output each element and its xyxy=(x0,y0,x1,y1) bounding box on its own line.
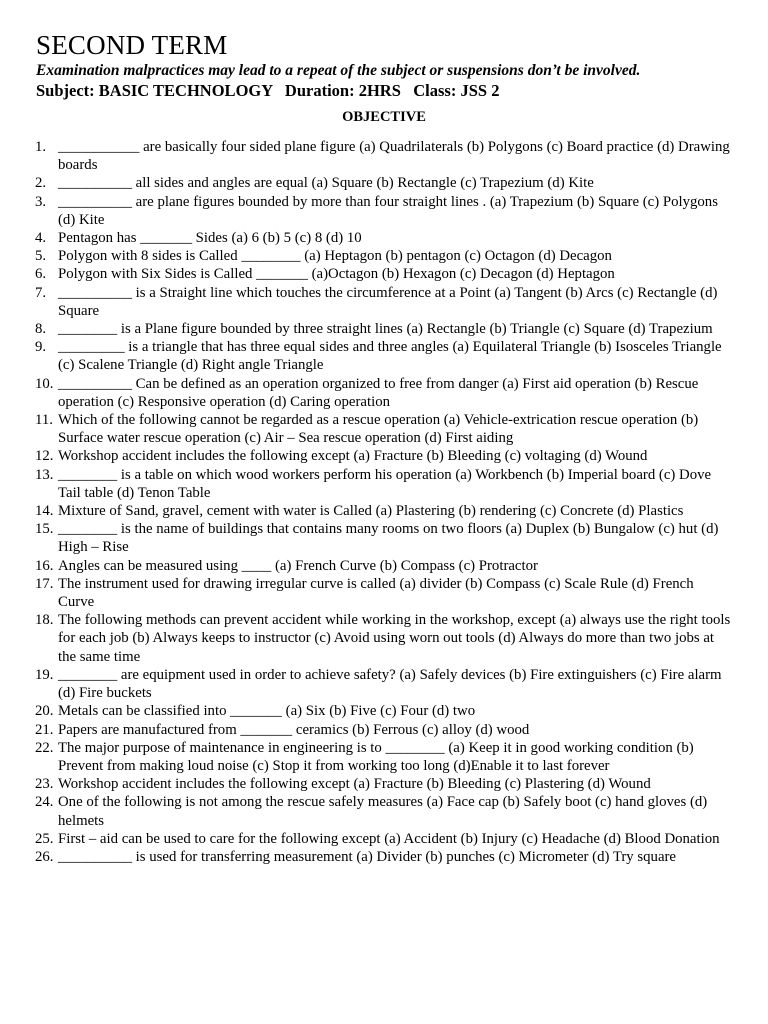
question-number: 4. xyxy=(35,230,47,247)
question-number: 2. xyxy=(35,175,47,192)
question-item xyxy=(36,775,732,793)
question-text: Workshop accident includes the following except (a) Fracture (b) Bleeding (c) Plastering (d) Wound xyxy=(58,776,651,793)
question-text: Metals can be classified into _______ (a) Six (b) Five (c) Four (d) two xyxy=(58,703,476,720)
question-item xyxy=(36,721,732,739)
question-item xyxy=(36,502,732,520)
question-text: Pentagon has _______ Sides (a) 6 (b) 5 (c) 8 (d) 10 xyxy=(58,230,362,247)
question-text: ________ are equipment used in order to achieve safety? (a) Safely devices (b) Fire extinguishers (c) Fire alarm (d) Fire buckets xyxy=(58,666,722,702)
question-text: __________ all sides and angles are equal (a) Square (b) Rectangle (c) Trapezium (d) Kite xyxy=(58,175,594,192)
question-number: 10. xyxy=(35,375,54,392)
question-text: Polygon with 8 sides is Called ________ (a) Heptagon (b) pentagon (c) Octagon (d) Decagon xyxy=(58,248,612,265)
question-text: __________ are plane figures bounded by more than four straight lines . (a) Trapezium (b) Square (c) Polygons (d) Kite xyxy=(58,193,718,228)
question-number: 13. xyxy=(35,466,54,483)
question-item xyxy=(36,520,732,556)
question-number: 18. xyxy=(35,612,54,629)
section-heading: OBJECTIVE xyxy=(342,109,426,125)
question-item xyxy=(36,284,732,320)
question-item xyxy=(36,375,732,411)
question-number: 20. xyxy=(35,703,54,720)
question-number: 6. xyxy=(35,266,47,283)
question-item xyxy=(36,320,732,338)
question-item xyxy=(36,447,732,465)
question-item xyxy=(36,174,732,192)
question-number: 17. xyxy=(35,575,54,592)
question-item xyxy=(36,229,732,247)
malpractice-warning: Examination malpractices may lead to a repeat of the subject or suspensions don’t be involved. xyxy=(36,62,641,79)
question-item xyxy=(36,702,732,720)
question-number: 15. xyxy=(35,521,54,538)
question-item xyxy=(36,338,732,374)
question-text: Papers are manufactured from _______ ceramics (b) Ferrous (c) alloy (d) wood xyxy=(58,721,530,738)
question-number: 24. xyxy=(35,794,54,811)
question-number: 7. xyxy=(35,284,47,301)
page-title: SECOND TERM xyxy=(36,30,228,60)
question-item xyxy=(36,138,732,174)
question-number: 25. xyxy=(35,830,54,847)
question-text: The following methods can prevent accident while working in the workshop, except (a) always use the right tools for each job (b) Always keeps to instructor (c) Avoid using worn out tools (d) Always do more than two jobs at the same time xyxy=(58,612,731,665)
question-text: ________ is the name of buildings that contains many rooms on two floors (a) Duplex (b) Bungalow (c) hut (d) High – Rise xyxy=(58,521,719,556)
question-text: __________ is a Straight line which touches the circumference at a Point (a) Tangent (b) Arcs (c) Rectangle (d) Square xyxy=(58,284,718,319)
question-text: Polygon with Six Sides is Called _______ (a)Octagon (b) Hexagon (c) Decagon (d) Heptagon xyxy=(58,266,615,283)
question-item xyxy=(36,793,732,829)
question-item xyxy=(36,193,732,229)
question-item xyxy=(36,466,732,502)
question-number: 8. xyxy=(35,321,47,338)
question-item xyxy=(36,265,732,283)
question-text: Angles can be measured using ____ (a) French Curve (b) Compass (c) Protractor xyxy=(58,557,538,574)
question-item xyxy=(36,411,732,447)
question-text: First – aid can be used to care for the following except (a) Accident (b) Injury (c) Headache (d) Blood Donation xyxy=(58,830,720,847)
question-text: One of the following is not among the rescue safely measures (a) Face cap (b) Safely boot (c) hand gloves (d) helmets xyxy=(58,794,708,829)
question-number: 11. xyxy=(35,412,53,429)
question-number: 21. xyxy=(35,721,54,738)
question-number: 22. xyxy=(35,739,54,756)
question-text: __________ Can be defined as an operation organized to free from danger (a) First aid operation (b) Rescue operation (c) Responsive operation (d) Caring operation xyxy=(58,375,699,410)
subject-duration-class-line: Subject: BASIC TECHNOLOGY Duration: 2HRS Class: JSS 2 xyxy=(36,81,500,100)
question-number: 1. xyxy=(35,139,47,155)
question-number: 23. xyxy=(35,776,54,793)
question-list xyxy=(36,138,732,866)
question-text: Which of the following cannot be regarded as a rescue operation (a) Vehicle-extrication rescue operation (b) Surface water rescue operation (c) Air – Sea rescue operation (d) First aiding xyxy=(58,412,699,447)
question-number: 19. xyxy=(35,666,54,683)
question-number: 12. xyxy=(35,448,54,465)
question-text: Mixture of Sand, gravel, cement with water is Called (a) Plastering (b) rendering (c) Concrete (d) Plastics xyxy=(58,503,684,520)
question-number: 5. xyxy=(35,248,47,265)
question-text: The instrument used for drawing irregular curve is called (a) divider (b) Compass (c) Scale Rule (d) French Curve xyxy=(58,575,694,611)
question-item xyxy=(36,247,732,265)
question-item xyxy=(36,666,732,702)
question-number: 14. xyxy=(35,503,54,520)
question-text: Workshop accident includes the following except (a) Fracture (b) Bleeding (c) voltaging (d) Wound xyxy=(58,448,648,465)
question-item xyxy=(36,557,732,575)
question-number: 3. xyxy=(35,193,47,210)
question-text: ________ is a Plane figure bounded by three straight lines (a) Rectangle (b) Triangle (c) Square (d) Trapezium xyxy=(58,321,713,338)
question-item xyxy=(36,611,732,666)
question-text: _________ is a triangle that has three equal sides and three angles (a) Equilateral Triangle (b) Isosceles Triangle (c) Scalene Triangle (d) Right angle Triangle xyxy=(58,339,722,374)
question-text: __________ is used for transferring measurement (a) Divider (b) punches (c) Micrometer (d) Try square xyxy=(58,848,677,865)
question-item xyxy=(36,848,732,866)
question-item xyxy=(36,575,732,611)
question-number: 9. xyxy=(35,339,47,356)
question-item xyxy=(36,739,732,775)
question-item xyxy=(36,830,732,848)
question-number: 16. xyxy=(35,557,54,574)
question-text: The major purpose of maintenance in engineering is to ________ (a) Keep it in good working condition (b) Prevent from making loud noise (c) Stop it from working too long (d)Enable it to last forever xyxy=(58,739,694,774)
question-text: ___________ are basically four sided plane figure (a) Quadrilaterals (b) Polygons (c) Board practice (d) Drawing boards xyxy=(58,139,730,174)
question-number: 26. xyxy=(35,848,54,865)
question-text: ________ is a table on which wood workers perform his operation (a) Workbench (b) Imperial board (c) Dove Tail table (d) Tenon Table xyxy=(58,466,712,501)
